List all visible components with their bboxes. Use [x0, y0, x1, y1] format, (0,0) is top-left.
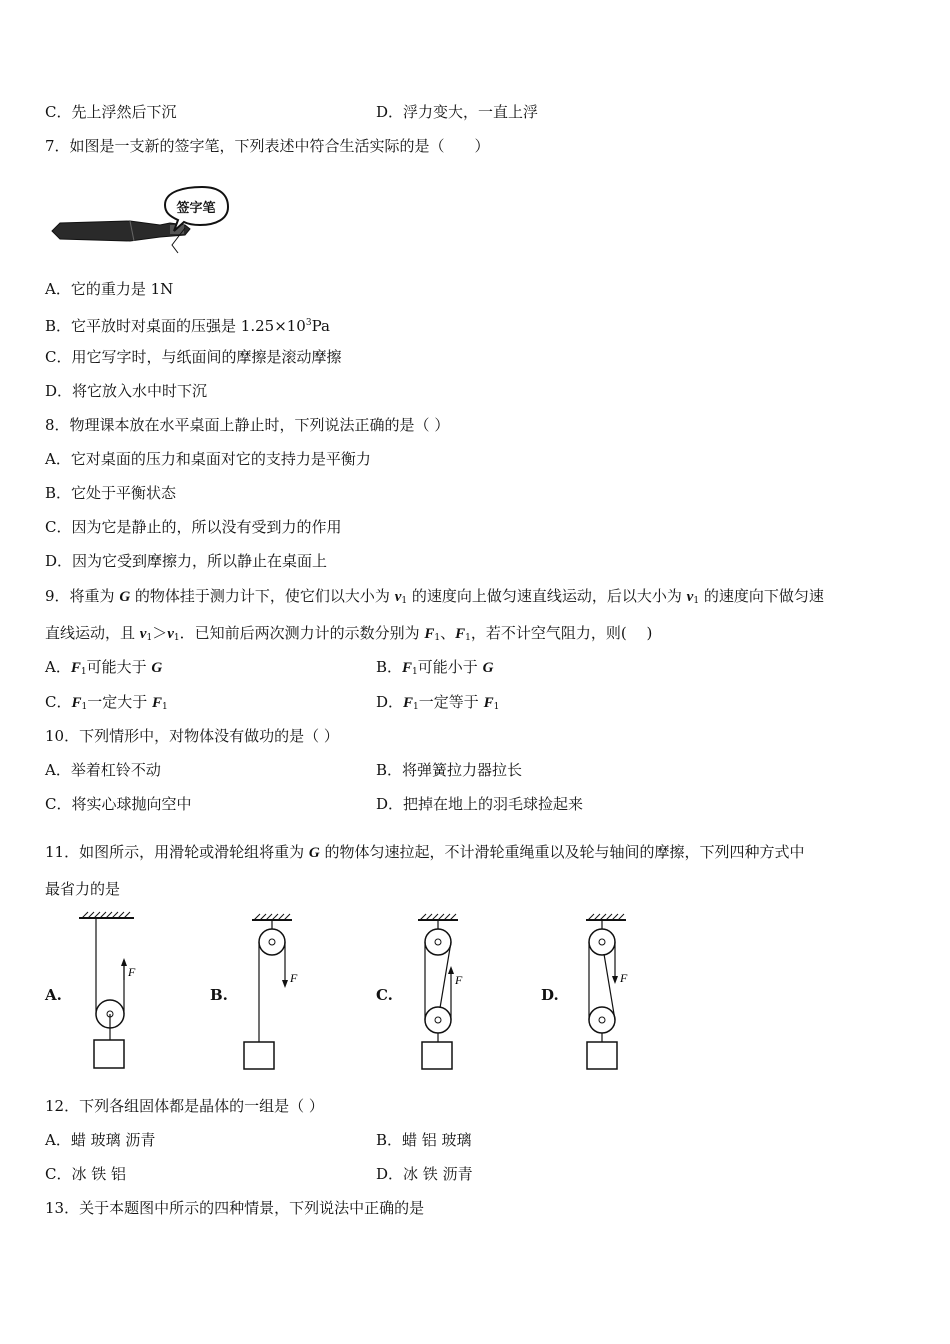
force-label-b: F — [290, 971, 298, 985]
q7-option-c: C．用它写字时，与纸面间的摩擦是滚动摩擦 — [45, 348, 342, 366]
q7-option-b: B．它平放时对桌面的压强是 $1.25\times 10^3Pa$ — [45, 317, 330, 335]
q12-option-b: B．蜡 铝 玻璃 — [376, 1131, 472, 1149]
q8-option-a: A．它对桌面的压力和桌面对它的支持力是平衡力 — [45, 450, 371, 468]
pulley-diagram-b — [240, 912, 320, 1072]
q7-option-a: A．它的重力是 1N — [45, 280, 174, 298]
pulley-label-a: A. — [45, 986, 62, 1004]
q9-stem-line2: 直线运动，且 $v_1>v_1$．已知前后两次测力计的示数分别为 $F_1$、$F_1$，若不计空气阻力，则( ) — [45, 624, 653, 643]
q9-option-d: D．$F_1$一定等于 $F_1$ — [376, 693, 500, 712]
pen-figure — [50, 183, 235, 258]
q8-stem: 8．物理课本放在水平桌面上静止时，下列说法正确的是（ ） — [45, 416, 450, 434]
q7-option-d: D．将它放入水中时下沉 — [45, 382, 208, 400]
force-label-c: F — [455, 973, 463, 987]
q10-stem: 10．下列情形中，对物体没有做功的是（ ） — [45, 727, 339, 745]
pulley-label-c: C. — [376, 986, 393, 1004]
q9-option-a: A．$F_1$可能大于 G — [45, 658, 163, 677]
q12-option-d: D．冰 铁 沥青 — [376, 1165, 473, 1183]
q9-option-b: B．$F_1$可能小于 G — [376, 658, 494, 677]
q10-option-d: D．把掉在地上的羽毛球捡起来 — [376, 795, 584, 813]
q11-stem-line1: 11．如图所示，用滑轮或滑轮组将重为 G 的物体匀速拉起，不计滑轮重绳重以及轮与轴间的摩擦，下列四种方式中 — [45, 843, 805, 861]
pulley-label-b: B. — [210, 986, 228, 1004]
force-label-a: F — [128, 965, 136, 979]
q10-option-a: A．举着杠铃不动 — [45, 761, 161, 779]
q8-option-b: B．它处于平衡状态 — [45, 484, 177, 502]
q12-stem: 12．下列各组固体都是晶体的一组是（ ） — [45, 1097, 324, 1115]
q8-option-d: D．因为它受到摩擦力，所以静止在桌面上 — [45, 552, 328, 570]
q6-option-c: C．先上浮然后下沉 — [45, 103, 177, 121]
q7-stem: 7．如图是一支新的签字笔，下列表述中符合生活实际的是（ ） — [45, 137, 490, 155]
pulley-diagram-a — [74, 910, 154, 1075]
q13-stem: 13．关于本题图中所示的四种情景，下列说法中正确的是 — [45, 1199, 425, 1217]
q12-option-a: A．蜡 玻璃 沥青 — [45, 1131, 156, 1149]
force-label-d: F — [620, 971, 628, 985]
q9-stem-line1: 9．将重为 G 的物体挂于测力计下，使它们以大小为 $v_1$ 的速度向上做匀速直线运动，后以大小为 $v_1$ 的速度向下做匀速 — [45, 587, 824, 606]
pulley-label-d: D. — [541, 986, 559, 1004]
q10-option-b: B．将弹簧拉力器拉长 — [376, 761, 523, 779]
pen-bubble-label: 签字笔 — [176, 201, 216, 216]
q10-option-c: C．将实心球抛向空中 — [45, 795, 192, 813]
q6-option-d: D．浮力变大，一直上浮 — [376, 103, 539, 121]
q9-option-c: C．$F_1$一定大于 $F_1$ — [45, 693, 168, 712]
pulley-diagram-d — [578, 912, 658, 1072]
pulley-diagram-c — [410, 912, 490, 1072]
q8-option-c: C．因为它是静止的，所以没有受到力的作用 — [45, 518, 342, 536]
q11-stem-line2: 最省力的是 — [45, 880, 121, 898]
q12-option-c: C．冰 铁 铝 — [45, 1165, 127, 1183]
